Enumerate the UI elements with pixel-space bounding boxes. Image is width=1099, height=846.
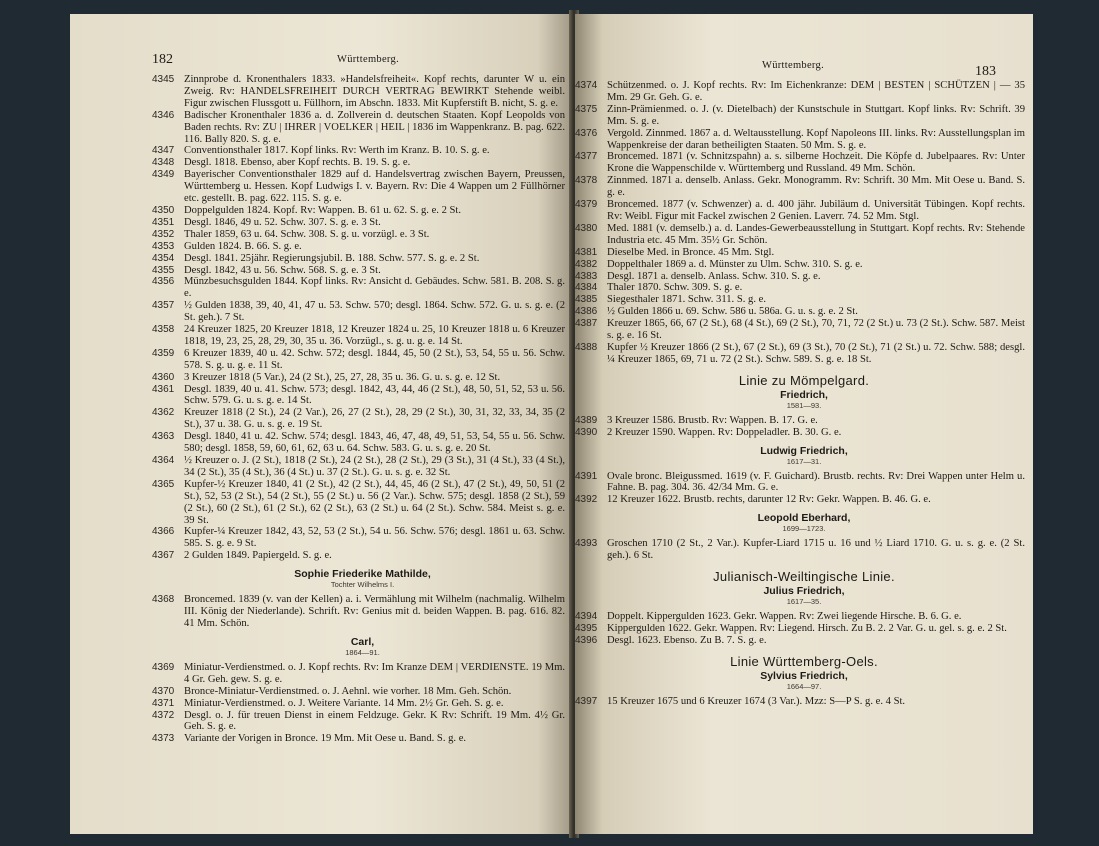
lot-description: Broncemed. 1877 (v. Schwenzer) a. d. 400 jähr. Jubiläum d. Universität Tübingen. Kopf rechts. Rv: Weibl. Figur mit Fackel zwischen 2 Genien. Laverr. 74. 52 Mm. Stgl. (607, 199, 1025, 222)
lot-description: Desgl. 1623. Ebenso. Zu B. 7. S. g. e. (607, 634, 767, 646)
catalog-entry (575, 538, 1033, 562)
section-heading (575, 654, 1033, 691)
lot-description: Dieselbe Med. in Bronce. 45 Mm. Stgl. (607, 246, 775, 258)
right-page (575, 14, 1033, 834)
lot-number: 4360 (152, 371, 175, 383)
lot-description: Gulden 1824. B. 66. S. g. e. (184, 240, 302, 252)
ruler-subtitle: 1581—93. (786, 400, 822, 410)
ruler-subtitle: 1864—91. (345, 647, 380, 657)
lot-description: Desgl. 1846, 49 u. 52. Schw. 307. S. g. e. 3 St. (184, 216, 381, 228)
catalog-entry (152, 205, 573, 217)
catalog-entry (575, 247, 1033, 259)
ruler-name: Sophie Friederike Mathilde, (294, 568, 431, 581)
lot-number: 4347 (152, 145, 175, 157)
lot-number: 4350 (152, 204, 175, 216)
lot-description: Zinn-Prämienmed. o. J. (v. Dietelbach) der Kunstschule in Stuttgart. Kopf links. Rv: Schrift. 39 Mm. S. g. e. (607, 103, 1025, 127)
left-page (70, 14, 573, 834)
catalog-entry (152, 407, 573, 431)
catalog-entry (152, 300, 573, 324)
catalog-entry (575, 80, 1033, 104)
catalog-entry (152, 550, 573, 562)
lot-number: 4382 (575, 258, 598, 270)
lot-description: Desgl. 1839, 40 u. 41. Schw. 573; desgl. 1842, 43, 44, 46 (2 St.), 48, 50, 51, 52, 53 u. 56. Schw. 579. G. u. s. g. e. 14 St. (184, 383, 565, 407)
lot-number: 4349 (152, 169, 175, 181)
lot-description: Schützenmed. o. J. Kopf rechts. Rv: Im Eichenkranze: DEM | BESTEN | SCHÜTZEN | — 35 Mm. 29 Gr. Geh. G. e. (607, 80, 1025, 103)
lot-description: 3 Kreuzer 1818 (5 Var.), 24 (2 St.), 25, 27, 28, 35 u. 36. G. u. s. g. e. 12 St. (184, 371, 501, 383)
lot-number: 4381 (575, 246, 598, 258)
catalog-entry (575, 294, 1033, 306)
catalog-entry (575, 259, 1033, 271)
catalog-entry (575, 175, 1033, 199)
section-title: Linie Württemberg-Oels. (730, 653, 878, 669)
section-title: Linie zu Mömpelgard. (738, 372, 870, 388)
catalog-entry (575, 623, 1033, 635)
ruler-name: Sylvius Friedrich, (760, 669, 848, 682)
ruler-subtitle: 1617—31. (786, 456, 822, 466)
lot-number: 4386 (575, 306, 598, 318)
lot-number: 4363 (152, 431, 175, 443)
lot-number: 4368 (152, 594, 175, 606)
lot-number: 4380 (575, 222, 598, 234)
catalog-body (152, 74, 573, 745)
lot-description: Doppelt. Kippergulden 1623. Gekr. Wappen. Rv: Zwei liegende Hirsche. B. 6. G. e. (607, 611, 962, 623)
ruler-subtitle: 1617—35. (786, 597, 822, 607)
lot-number: 4361 (152, 383, 175, 395)
ruler-subtitle: Tochter Wilhelms I. (330, 580, 395, 590)
catalog-entry (152, 733, 573, 745)
lot-description: Desgl. o. J. für treuen Dienst in einem Feldzuge. Gekr. K Rv: Schrift. 19 Mm. 4½ Gr. Geh. S. g. e. (184, 709, 565, 733)
lot-description: Kupfer ½ Kreuzer 1866 (2 St.), 67 (2 St.), 69 (3 St.), 70 (2 St.), 71 (2 St.) u. 72. Schw. 588; desgl. ¼ Kreuzer 1865, 69, 71 u. 72 (2 St.). Schw. 589. S. g. e. 18 St. (607, 341, 1025, 365)
lot-number: 4391 (575, 470, 598, 482)
lot-description: 12 Kreuzer 1622. Brustb. rechts, darunter 12 Rv: Gekr. Wappen. B. 46. G. e. (607, 494, 931, 506)
catalog-entry (152, 145, 573, 157)
lot-description: Doppelthaler 1869 a. d. Münster zu Ulm. Schw. 310. S. g. e. (607, 258, 863, 270)
lot-number: 4364 (152, 455, 175, 466)
lot-description: Desgl. 1840, 41 u. 42. Schw. 574; desgl. 1843, 46, 47, 48, 49, 51, 53, 54, 55 u. 56. Schw. 580; desgl. 1858, 59, 60, 61, 62, 63 u. 64. Schw. 583. G. u. s. g. e. 20 St. (184, 431, 565, 455)
running-head: Württemberg. (762, 60, 825, 71)
lot-description: Bayerischer Conventionsthaler 1829 auf d. Handelsvertrag zwischen Bayern, Preussen, Württemberg u. Hessen. Kopf Ludwigs I. v. Bayern. Rv: Die 4 Wappen um 2 Füllhörner etc. gestellt. B. pag. 622. 115. S. g. e. (184, 169, 565, 205)
lot-number: 4388 (575, 341, 598, 353)
lot-number: 4366 (152, 526, 175, 538)
lot-number: 4392 (575, 494, 598, 506)
lot-number: 4353 (152, 240, 175, 252)
lot-number: 4369 (152, 661, 175, 673)
catalog-entry (152, 710, 573, 734)
catalog-entry (575, 318, 1033, 342)
ruler-subtitle: 1664—97. (786, 681, 822, 691)
lot-description: Kreuzer 1818 (2 St.), 24 (2 Var.), 26, 27 (2 St.), 28, 29 (2 St.), 30, 31, 32, 33, 34, 35 (2 St.), 37 u. 38. G. u. s. g. e. 19 St. (184, 407, 565, 431)
lot-number: 4374 (575, 80, 598, 91)
lot-number: 4376 (575, 127, 598, 139)
catalog-entry (152, 276, 573, 300)
catalog-entry (152, 479, 573, 527)
lot-number: 4387 (575, 318, 598, 330)
catalog-entry (152, 384, 573, 408)
running-head: Württemberg. (337, 54, 400, 65)
catalog-entry (152, 157, 573, 169)
lot-description: Desgl. 1871 a. denselb. Anlass. Schw. 310. S. g. e. (607, 270, 821, 282)
lot-number: 4345 (152, 74, 175, 85)
lot-number: 4354 (152, 252, 175, 264)
lot-number: 4393 (575, 538, 598, 550)
lot-description: 15 Kreuzer 1675 und 6 Kreuzer 1674 (3 Var.). Mzz: S—P S. g. e. 4 St. (607, 695, 906, 707)
lot-description: Kreuzer 1865, 66, 67 (2 St.), 68 (4 St.), 69 (2 St.), 70, 71, 72 (2 St.) u. 73 (2 St.). Schw. 587. Meist s. g. e. 16 St. (607, 318, 1025, 342)
lot-description: Broncemed. 1839 (v. van der Kellen) a. i. Vermählung mit Wilhelm (nachmalig. Wilhelm III. König der Niederlande). Schrift. Rv: Genius mit d. beiden Wappen. B. pag. 616. 82. 41 Mm. Schön. (184, 594, 565, 629)
lot-number: 4355 (152, 264, 175, 276)
lot-description: Desgl. 1842, 43 u. 56. Schw. 568. S. g. e. 3 St. (184, 264, 381, 276)
lot-description: Kupfer-½ Kreuzer 1840, 41 (2 St.), 42 (2 St.), 44, 45, 46 (2 St.), 47 (2 St.), 49, 50, 51 (2 St.), 52, 53 (2 St.), 54 (2 St.), 55 (2 St.) u. 56 (2 Var.). Schw. 575; desgl. 1858 (2 St.), 59 (2 St.), 60 (2 St.), 61 (2 St.), 62 (2 St.), 63 (2 St.) u. 64 (2 St.). Schw. 584. Meist s. g. e. 39 St. (184, 478, 565, 526)
lot-number: 4379 (575, 199, 598, 211)
lot-number: 4362 (152, 407, 175, 419)
section-heading (575, 439, 1033, 466)
catalog-entry (575, 151, 1033, 175)
page-header (575, 58, 1033, 80)
catalog-entry (152, 74, 573, 110)
catalog-entry (575, 271, 1033, 283)
catalog-entry (152, 455, 573, 479)
lot-number: 4365 (152, 478, 175, 490)
page-number: 182 (152, 52, 173, 67)
lot-number: 4357 (152, 300, 175, 312)
lot-description: 24 Kreuzer 1825, 20 Kreuzer 1818, 12 Kreuzer 1824 u. 25, 10 Kreuzer 1818 u. 6 Kreuzer 1818, 19, 23, 25, 28, 29, 30, 35 u. 36. Vorzügl., s. g. u. g. e. 14 St. (184, 324, 565, 347)
lot-number: 4356 (152, 276, 175, 288)
lot-description: ½ Gulden 1866 u. 69. Schw. 586 u. 586a. G. u. s. g. e. 2 St. (607, 306, 858, 318)
catalog-entry (152, 110, 573, 146)
lot-number: 4352 (152, 228, 175, 240)
catalog-entry (575, 611, 1033, 623)
lot-description: ½ Kreuzer o. J. (2 St.), 1818 (2 St.), 24 (2 St.), 28 (2 St.), 29 (3 St.), 31 (4 St.), 33 (4 St.), 34 (2 St.), 35 (4 St.), 36 (4 St.) u. 37 (2 St.). G. u. s. g. e. 32 St. (184, 455, 565, 478)
catalog-entry (575, 427, 1033, 439)
lot-number: 4377 (575, 151, 598, 163)
catalog-entry (152, 594, 573, 630)
lot-description: Broncemed. 1871 (v. Schnitzspahn) a. s. silberne Hochzeit. Die Köpfe d. Jubelpaares. Rv: Unter Krone die Wappenschilde v. Württemberg und Russland. 49 Mm. Schön. (607, 151, 1025, 175)
catalog-entry (152, 229, 573, 241)
lot-description: Variante der Vorigen in Bronce. 19 Mm. Mit Oese u. Band. S. g. e. (184, 733, 467, 745)
catalog-entry (152, 265, 573, 277)
lot-number: 4390 (575, 426, 598, 438)
ruler-name: Leopold Eberhard, (757, 512, 851, 525)
ruler-name: Carl, (350, 635, 375, 648)
lot-description: Desgl. 1818. Ebenso, aber Kopf rechts. B. 19. S. g. e. (184, 157, 411, 169)
lot-description: 3 Kreuzer 1586. Brustb. Rv: Wappen. B. 17. G. e. (607, 414, 818, 426)
ruler-name: Ludwig Friedrich, (760, 444, 848, 457)
catalog-entry (152, 698, 573, 710)
lot-description: Zinnprobe d. Kronenthalers 1833. »Handelsfreiheit«. Kopf rechts, darunter W u. ein Zweig. Rv: HANDELSFREIHEIT DURCH VERTRAG BEWIRKT Stehende weibl. Figur zwischen Flussgott u. Füllhorn, im Abschn. 1833. Mit Kupferstift B. nicht, S. g. e. (184, 74, 565, 109)
lot-description: Desgl. 1841. 25jähr. Regierungsjubil. B. 188. Schw. 577. S. g. e. 2 St. (184, 252, 480, 264)
catalog-entry (575, 282, 1033, 294)
ruler-name: Friedrich, (780, 388, 828, 401)
section-heading (152, 562, 573, 589)
lot-number: 4358 (152, 324, 175, 336)
section-heading (575, 506, 1033, 533)
lot-number: 4394 (575, 611, 598, 623)
lot-number: 4351 (152, 216, 175, 228)
catalog-entry (575, 306, 1033, 318)
section-heading (152, 630, 573, 657)
lot-number: 4373 (152, 733, 175, 745)
lot-number: 4372 (152, 709, 175, 721)
lot-number: 4359 (152, 347, 175, 359)
lot-description: Conventionsthaler 1817. Kopf links. Rv: Werth im Kranz. B. 10. S. g. e. (184, 145, 490, 157)
lot-description: Thaler 1870. Schw. 309. S. g. e. (607, 282, 743, 294)
lot-number: 4384 (575, 282, 598, 294)
catalog-entry (575, 415, 1033, 427)
lot-description: Münzbesuchsgulden 1844. Kopf links. Rv: Ansicht d. Gebäudes. Schw. 581. B. 208. S. g. e. (184, 276, 565, 300)
section-title: Julianisch-Weiltingische Linie. (713, 569, 895, 585)
lot-number: 4371 (152, 697, 175, 709)
catalog-entry (152, 348, 573, 372)
lot-number: 4375 (575, 103, 598, 115)
lot-number: 4346 (152, 109, 175, 121)
page-header (152, 52, 573, 74)
lot-number: 4383 (575, 270, 598, 282)
catalog-entry (575, 471, 1033, 495)
catalog-entry (152, 662, 573, 686)
catalog-entry (152, 169, 573, 205)
catalog-entry (152, 217, 573, 229)
section-heading (575, 569, 1033, 606)
lot-description: Doppelgulden 1824. Kopf. Rv: Wappen. B. 61 u. 62. S. g. e. 2 St. (184, 204, 462, 216)
catalog-entry (575, 223, 1033, 247)
lot-description: 2 Gulden 1849. Papiergeld. S. g. e. (184, 550, 332, 562)
lot-description: Kippergulden 1622. Gekr. Wappen. Rv: Liegend. Hirsch. Zu B. 2. 2 Var. G. u. gel. s. g. e. 2 St. (607, 623, 1007, 634)
lot-number: 4396 (575, 634, 598, 646)
lot-description: Kupfer-¼ Kreuzer 1842, 43, 52, 53 (2 St.), 54 u. 56. Schw. 576; desgl. 1861 u. 63. Schw. 585. S. g. e. 9 St. (184, 526, 565, 550)
lot-number: 4385 (575, 294, 598, 306)
catalog-entry (575, 128, 1033, 152)
lot-description: Badischer Kronenthaler 1836 a. d. Zollverein d. deutschen Staaten. Kopf Leopolds von Baden rechts. Rv: ZU | IHRER | VOELKER | HEIL | 1836 im Wappenkranz. B. pag. 622. 116. Bally 820. S. g. e. (184, 109, 565, 145)
ruler-subtitle: 1699—1723. (782, 524, 826, 534)
lot-description: Ovale bronc. Bleigussmed. 1619 (v. F. Guichard). Brustb. rechts. Rv: Drei Wappen unter Helm u. Fahne. B. pag. 304. 36. 42/34 Mm. G. e. (607, 470, 1025, 494)
catalog-entry (575, 696, 1033, 708)
catalog-entry (152, 372, 573, 384)
lot-number: 4389 (575, 414, 598, 426)
catalog-entry (152, 686, 573, 698)
catalog-entry (152, 324, 573, 348)
lot-number: 4378 (575, 175, 598, 187)
lot-number: 4370 (152, 685, 175, 697)
ruler-name: Julius Friedrich, (763, 585, 845, 598)
lot-number: 4348 (152, 157, 175, 169)
lot-description: Med. 1881 (v. demselb.) a. d. Landes-Gewerbeausstellung in Stuttgart. Kopf rechts. Rv: Stehende Industria etc. 45 Mm. 35½ Gr. Schön. (607, 222, 1025, 246)
catalog-entry (152, 253, 573, 265)
lot-number: 4397 (575, 695, 598, 707)
catalog-entry (152, 241, 573, 253)
catalog-entry (152, 431, 573, 455)
page-number: 183 (975, 64, 996, 79)
lot-description: Zinnmed. 1871 a. denselb. Anlass. Gekr. Monogramm. Rv: Schrift. 30 Mm. Mit Oese u. Band. S. g. e. (607, 175, 1025, 199)
lot-description: ½ Gulden 1838, 39, 40, 41, 47 u. 53. Schw. 570; desgl. 1864. Schw. 572. G. u. s. g. e. (2 St. geh.). 7 St. (184, 300, 565, 324)
catalog-entry (575, 342, 1033, 366)
lot-description: Vergold. Zinnmed. 1867 a. d. Weltausstellung. Kopf Napoleons III. links. Rv: Ausstellungsplan im Wappenkreise der daran betheiligten Staaten. 50 Mm. S. g. e. (607, 127, 1025, 151)
catalog-entry (575, 104, 1033, 128)
catalog-entry (575, 199, 1033, 223)
catalog-entry (575, 635, 1033, 647)
lot-number: 4395 (575, 623, 598, 634)
lot-description: 2 Kreuzer 1590. Wappen. Rv: Doppeladler. B. 30. G. e. (607, 426, 842, 438)
lot-description: Siegesthaler 1871. Schw. 311. S. g. e. (607, 294, 766, 306)
lot-description: Thaler 1859, 63 u. 64. Schw. 308. S. g. u. vorzügl. e. 3 St. (184, 228, 430, 240)
catalog-entry (152, 526, 573, 550)
lot-description: Bronce-Miniatur-Verdienstmed. o. J. Aehnl. wie vorher. 18 Mm. Geh. Schön. (184, 685, 512, 697)
catalog-entry (575, 494, 1033, 506)
section-heading (575, 373, 1033, 410)
lot-description: Miniatur-Verdienstmed. o. J. Kopf rechts. Rv: Im Kranze DEM | VERDIENSTE. 19 Mm. 4 Gr. Geh. gew. S. g. e. (184, 661, 565, 685)
lot-description: Miniatur-Verdienstmed. o. J. Weitere Variante. 14 Mm. 2½ Gr. Geh. S. g. e. (184, 697, 504, 709)
lot-description: 6 Kreuzer 1839, 40 u. 42. Schw. 572; desgl. 1844, 45, 50 (2 St.), 53, 54, 55 u. 56. Schw. 578. S. g. u. g. e. 11 St. (184, 347, 565, 371)
catalog-body (575, 80, 1033, 708)
lot-description: Groschen 1710 (2 St., 2 Var.). Kupfer-Liard 1715 u. 16 und ½ Liard 1710. G. u. s. g. e. (2 St. geh.). 6 St. (607, 538, 1025, 562)
lot-number: 4367 (152, 550, 175, 562)
